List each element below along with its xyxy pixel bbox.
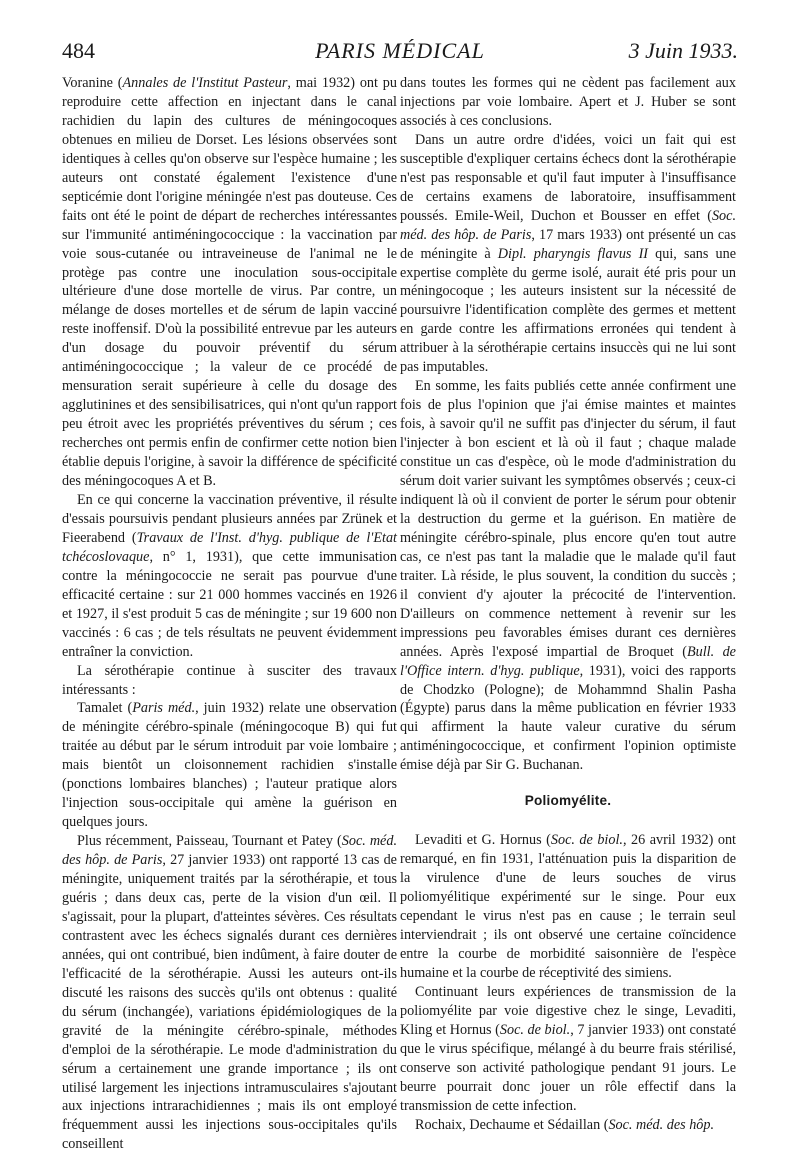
section-title-poliomyelite: Poliomyélite. xyxy=(524,793,612,809)
page-number: 484 xyxy=(62,38,95,63)
paragraph-serotherapie: La sérothérapie continue à susciter des travaux intéressants : xyxy=(62,662,397,698)
issue-date: 3 Juin 1933. xyxy=(628,38,738,63)
paragraph-paisseau: Plus récemment, Paisseau, Tournant et Patey (Soc. méd. des hôp. de Paris, 27 janvier 1933) ont rapporté 13 cas de méningite, uniquement traités par la sérothérapie, et tous guéris ; dans deux cas, perte de la vision d'un œil. Il s'agissait, pour la plupart, d'atteintes sévères. Ces résultats contrastent avec les échecs signalés durant ces dernières années, qui ont contribué, bien indûment, à faire douter de l'efficacité de la sérothérapie. Aussi les auteurs ont-ils discuté les raisons des succès qu'ils ont obtenus : qualité du sérum (inchangée), variations épidémiologiques de la gravité de la méningite cérébro-spinale, méthodes d'emploi de la sérothérapie. Le mode d'administration du sérum a certainement une grande importance ; ils ont utilisé largement les injections intramusculaires s'ajoutant aux injections intrarachidiennes ; mais ils ont employé fréquemment aussi les injections sous-occipitales qu'ils conseillent xyxy=(62,833,397,1153)
paragraph-levaditi: Levaditi et G. Hornus (Soc. de biol., 26 avril 1932) ont remarqué, en fin 1931, l'atténuation puis la disparition de la virulence d'une de leurs souches de virus poliomyélitique expérimenté sur le singe. Pour eux cependant le virus n'est pas en cause ; le terrain seul interviendrait ; ils ont observé une certaine coïncidence entre la courbe de morbidité saisonnière de l'espèce humaine et la courbe de réceptivité des simiens. xyxy=(400,832,736,981)
left-column xyxy=(62,74,397,1154)
paragraph-vaccination: En ce qui concerne la vaccination préventive, il résulte d'essais poursuivis pendant plusieurs années par Zrünek et Fieerabend (Travaux de l'Inst. d'hyg. publique de l'Etat tchécoslovaque, n° 1, 1931), que cette immunisation contre la méningococcie ne serait pas pourvue d'une efficacité certaine : sur 21 000 hommes vaccinés en 1926 et 1927, il s'est produit 5 cas de méningite ; sur 19 600 non vaccinés : 6 cas ; de tels résultats ne peuvent évidemment entraîner la conviction. xyxy=(62,491,397,660)
journal-title: PARIS MÉDICAL xyxy=(315,38,485,63)
paragraph-tamalet: Tamalet (Paris méd., juin 1932) relate une observation de méningite cérébro-spinale (méningocoque B) qui fut traitée au début par le sérum introduit par voie lombaire ; mais bientôt un cloisonnement rachidien s'installe (ponctions lombaires blanches) ; l'auteur pratique alors l'injection sous-occipitale qui amène la guérison en quelques jours. xyxy=(62,700,397,831)
paragraph-autre-ordre: Dans un autre ordre d'idées, voici un fait qui est susceptible d'expliquer certains échecs dont la sérothérapie n'est pas responsable et qu'il faut imputer à l'insuffisance de certains examens de laboratoire, insuffisamment poussés. Emile-Weil, Duchon et Bousser en effet (Soc. méd. des hôp. de Paris, 17 mars 1933) ont présenté un cas de méningite à Dipl. pharyngis flavus II qui, sans une expertise complète du germe isolé, aurait été pris pour un méningocoque ; les auteurs insistent sur la nécessité de poursuivre l'identification complète des germes et mettent en garde contre les affirmations erronées qui tendent à attribuer à la sérothérapie certains insuccès qui ne lui sont pas imputables. xyxy=(400,131,736,376)
paragraph-continued: dans toutes les formes qui ne cèdent pas facilement aux injections par voie lombaire. Apert et J. Huber se sont associés à ces conclusions. xyxy=(400,75,736,129)
paragraph-en-somme: En somme, les faits publiés cette année confirment une fois de plus l'opinion que j'ai émise maintes et maintes fois, à savoir qu'il ne suffit pas d'injecter du sérum, il faut l'injecter à bon escient et là où il faut ; chaque malade constitue un cas d'espèce, où le mode d'administration du sérum doit varier suivant les symptômes observés ; ceux-ci indiquent là où il convient de porter le sérum pour obtenir la destruction du germe et la guérison. En matière de méningite cérébro-spinale, plus encore qu'en tout autre cas, ce n'est pas tant la maladie que le malade qu'il faut traiter. Là réside, le plus souvent, la condition du succès ; il convient d'y ajouter la précocité de l'intervention. D'ailleurs on commence nettement à revenir sur les impressions peu favorables émises durant ces dernières années. Après l'exposé impartial de Broquet (Bull. de l'Office intern. d'hyg. publique, 1931), voici des rapports de Chodzko (Pologne); de Mohammnd Shalin Pasha (Égypte) parus dans la même publication en février 1933 qui affirment la haute valeur curative du sérum antiméningococcique, et confirment l'opinion optimiste émise déjà par Sir G. Buchanan. xyxy=(400,378,737,774)
paragraph-rochaix: Rochaix, Dechaume et Sédaillan (Soc. méd. des hôp. xyxy=(415,1116,715,1133)
paragraph-transmission: Continuant leurs expériences de transmission de la poliomyélite par voie digestive chez le singe, Levaditi, Kling et Hornus (Soc. de biol., 7 janvier 1933) ont constaté que le virus spécifique, mélangé à du beurre frais stérilisé, conserve son activité pathologique pendant 91 jours. Le beurre pourrait donc jouer un rôle effectif dans la transmission de cette infection. xyxy=(400,983,737,1114)
page-header xyxy=(62,38,738,72)
paragraph-voranine: Voranine (Annales de l'Institut Pasteur, mai 1932) ont pu reproduire cette affection en injectant dans le canal rachidien du lapin des cultures de méningocoques obtenues en milieu de Dorset. Les lésions observées sont identiques à celles qu'on observe sur l'espèce humaine ; les auteurs ont constaté également l'existence d'une septicémie dont l'origine méningée n'est pas douteuse. Ces faits ont été le point de départ de recherches intéressantes sur l'immunité antiméningococcique : la vaccination par voie sous-cutanée ou intraveineuse de l'animal ne le protège pas contre une inoculation sous-occipitale ultérieure d'une dose mortelle de virus. Par contre, un mélange de doses mortelles et de sérum de lapin vacciné reste inoffensif. D'où la possibilité entrevue par les auteurs d'un dosage du pouvoir préventif du sérum antiméningococcique ; la valeur de ce procédé de mensuration serait supérieure à celle du dosage des agglutinines et des sensibilisatrices, qui n'ont qu'un rapport peu étroit avec les propriétés préventives du sérum ; ces recherches ont permis enfin de confirmer cette notion bien établie depuis l'origine, à savoir la différence de spécificité des méningocoques A et B. xyxy=(62,75,397,490)
right-column xyxy=(400,74,736,1134)
